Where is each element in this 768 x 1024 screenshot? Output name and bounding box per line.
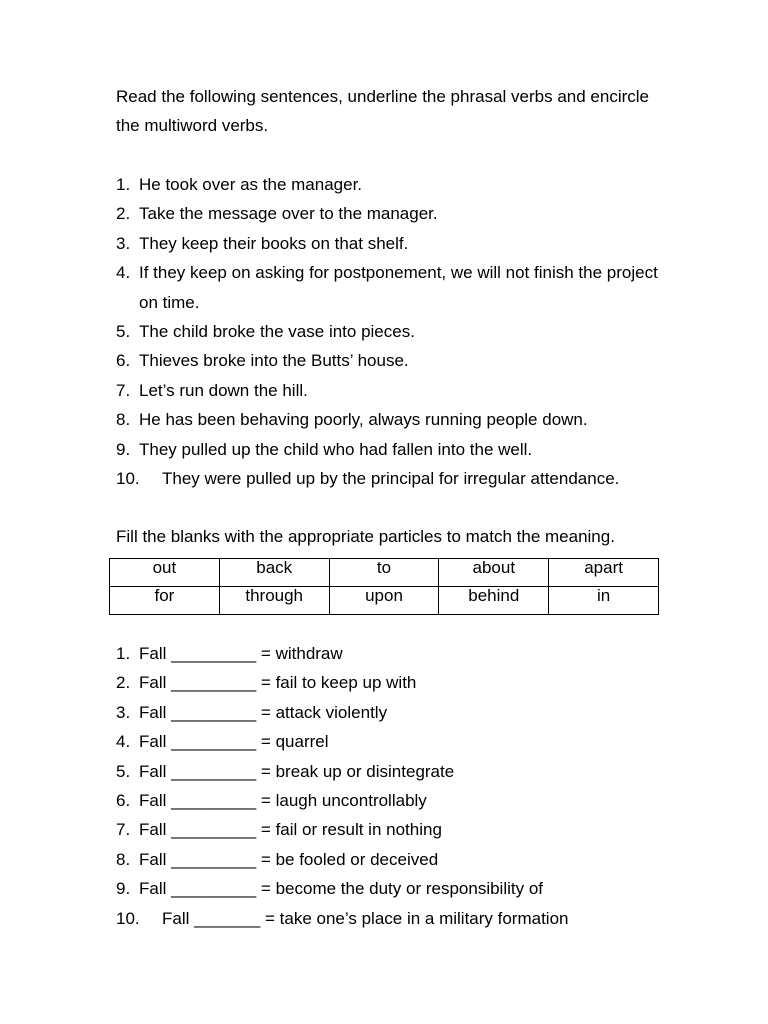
table-cell: in <box>549 587 659 615</box>
item-number: 4. <box>116 732 131 752</box>
item-text: Fall _________ = laugh uncontrollably <box>139 791 427 811</box>
item-number: 8. <box>116 849 131 869</box>
item-text: Fall _________ = become the duty or responsibility of <box>139 879 543 899</box>
sentence-list <box>116 170 676 493</box>
table-row <box>110 587 659 615</box>
item-text: Let’s run down the hill. <box>139 380 308 400</box>
item-number: 5. <box>116 761 131 781</box>
table-cell: for <box>110 587 220 615</box>
item-number: 1. <box>116 175 131 194</box>
item-text: He took over as the manager. <box>139 175 363 194</box>
fill-blank-list <box>116 639 676 933</box>
list-item <box>116 199 676 228</box>
item-text: The child broke the vase into pieces. <box>139 322 415 342</box>
item-number: 6. <box>116 351 131 371</box>
list-item <box>116 346 676 375</box>
item-number: 3. <box>116 702 131 722</box>
item-number: 3. <box>116 233 131 253</box>
table-cell: upon <box>329 587 439 615</box>
table-cell: behind <box>439 587 549 615</box>
item-text: Thieves broke into the Butts’ house. <box>139 351 409 371</box>
item-text: He has been behaving poorly, always running people down. <box>139 410 588 430</box>
item-number: 4. <box>116 263 131 283</box>
list-item <box>116 229 676 258</box>
item-number: 10. <box>116 469 140 489</box>
list-item <box>116 258 676 317</box>
item-text: Fall _________ = fail to keep up with <box>139 673 417 693</box>
item-number: 9. <box>116 879 131 899</box>
item-text: If they keep on asking for postponement, we will not finish the project on time. <box>139 263 658 312</box>
list-item <box>116 757 676 786</box>
instruction-phrasal-verbs: Read the following sentences, underline the phrasal verbs and encircle the multiword verbs. <box>116 87 649 136</box>
item-text: They keep their books on that shelf. <box>139 233 409 253</box>
list-item <box>116 668 676 697</box>
item-number: 5. <box>116 322 131 342</box>
list-item <box>116 464 676 493</box>
table-row <box>110 559 659 587</box>
item-number: 7. <box>116 380 131 400</box>
list-item <box>116 815 676 844</box>
item-number: 10. <box>116 908 140 928</box>
item-text: Fall _________ = attack violently <box>139 702 388 722</box>
list-item <box>116 317 676 346</box>
item-number: 6. <box>116 791 131 811</box>
item-text: Fall _________ = break up or disintegrate <box>139 761 455 781</box>
item-text: They were pulled up by the principal for irregular attendance. <box>162 469 620 489</box>
list-item <box>116 727 676 756</box>
particles-table <box>109 558 659 615</box>
item-text: Take the message over to the manager. <box>139 204 438 224</box>
list-item <box>116 639 676 668</box>
list-item <box>116 376 676 405</box>
item-number: 7. <box>116 820 131 840</box>
table-cell: about <box>439 559 549 587</box>
list-item <box>116 170 676 199</box>
table-cell: back <box>219 559 329 587</box>
table-cell: to <box>329 559 439 587</box>
list-item <box>116 698 676 727</box>
item-text: Fall _______ = take one’s place in a military formation <box>162 908 569 928</box>
list-item <box>116 405 676 434</box>
list-item <box>116 874 676 903</box>
item-number: 2. <box>116 204 131 224</box>
list-item <box>116 845 676 874</box>
item-text: Fall _________ = fail or result in nothing <box>139 820 442 840</box>
table-cell: out <box>110 559 220 587</box>
list-item <box>116 904 676 933</box>
item-number: 1. <box>116 644 131 663</box>
item-number: 2. <box>116 673 131 693</box>
item-text: Fall _________ = withdraw <box>139 644 343 663</box>
list-item <box>116 435 676 464</box>
item-text: Fall _________ = quarrel <box>139 732 329 752</box>
item-text: Fall _________ = be fooled or deceived <box>139 849 439 869</box>
item-text: They pulled up the child who had fallen into the well. <box>139 439 533 459</box>
instruction-fill-blanks: Fill the blanks with the appropriate particles to match the meaning. <box>116 527 615 546</box>
table-cell: through <box>219 587 329 615</box>
item-number: 8. <box>116 410 131 430</box>
item-number: 9. <box>116 439 131 459</box>
table-cell: apart <box>549 559 659 587</box>
list-item <box>116 786 676 815</box>
